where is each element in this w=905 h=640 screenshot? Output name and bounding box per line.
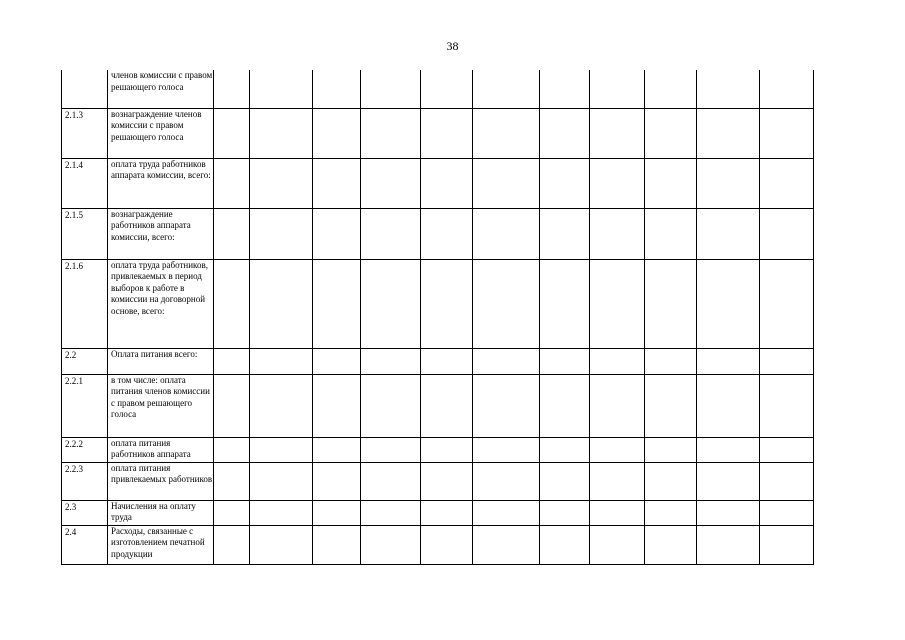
value-cell (473, 500, 540, 525)
row-code: 2.1.4 (62, 158, 108, 208)
value-cell (361, 158, 421, 208)
value-cell (361, 348, 421, 374)
value-cell (361, 108, 421, 158)
table-row (62, 374, 814, 437)
value-cell (645, 348, 697, 374)
value-cell (421, 500, 473, 525)
value-cell (361, 462, 421, 500)
value-cell (473, 108, 540, 158)
value-cell (540, 462, 590, 500)
value-cell (214, 437, 250, 462)
value-cell (540, 208, 590, 259)
value-cell (697, 259, 760, 348)
value-cell (697, 158, 760, 208)
value-cell (540, 70, 590, 108)
value-cell (421, 374, 473, 437)
value-cell (421, 462, 473, 500)
value-cell (421, 70, 473, 108)
value-cell (473, 259, 540, 348)
value-cell (313, 500, 361, 525)
value-cell (214, 259, 250, 348)
page-number: 38 (446, 39, 459, 53)
value-cell (540, 158, 590, 208)
table-row (62, 462, 814, 500)
value-cell (250, 208, 313, 259)
value-cell (760, 348, 814, 374)
value-cell (421, 437, 473, 462)
value-cell (645, 108, 697, 158)
value-cell (313, 348, 361, 374)
value-cell (540, 437, 590, 462)
value-cell (473, 374, 540, 437)
value-cell (250, 525, 313, 564)
value-cell (313, 437, 361, 462)
value-cell (473, 158, 540, 208)
value-cell (540, 374, 590, 437)
value-cell (590, 462, 645, 500)
value-cell (590, 259, 645, 348)
value-cell (313, 525, 361, 564)
row-name: оплата питания привлекаемых работников (108, 462, 214, 500)
value-cell (590, 70, 645, 108)
value-cell (250, 259, 313, 348)
value-cell (473, 437, 540, 462)
value-cell (250, 348, 313, 374)
value-cell (250, 374, 313, 437)
value-cell (697, 108, 760, 158)
value-cell (645, 208, 697, 259)
value-cell (214, 158, 250, 208)
value-cell (214, 374, 250, 437)
value-cell (313, 70, 361, 108)
value-cell (697, 500, 760, 525)
table-row (62, 108, 814, 158)
value-cell (473, 525, 540, 564)
value-cell (421, 348, 473, 374)
row-name: вознаграждение работников аппарата комиссии, всего: (108, 208, 214, 259)
value-cell (313, 374, 361, 437)
table-body (62, 70, 814, 564)
value-cell (760, 462, 814, 500)
value-cell (760, 108, 814, 158)
budget-table (61, 70, 814, 565)
row-code: 2.1.5 (62, 208, 108, 259)
value-cell (313, 259, 361, 348)
value-cell (473, 462, 540, 500)
value-cell (313, 108, 361, 158)
row-code: 2.4 (62, 525, 108, 564)
value-cell (540, 525, 590, 564)
value-cell (250, 437, 313, 462)
row-code (62, 70, 108, 108)
value-cell (361, 500, 421, 525)
value-cell (540, 108, 590, 158)
value-cell (361, 208, 421, 259)
row-name: оплата питания работников аппарата (108, 437, 214, 462)
row-code: 2.2.2 (62, 437, 108, 462)
value-cell (697, 348, 760, 374)
row-name: Оплата питания всего: (108, 348, 214, 374)
value-cell (760, 374, 814, 437)
value-cell (760, 500, 814, 525)
row-name: Начисления на оплату труда (108, 500, 214, 525)
value-cell (760, 158, 814, 208)
value-cell (645, 437, 697, 462)
value-cell (590, 374, 645, 437)
value-cell (250, 108, 313, 158)
value-cell (697, 437, 760, 462)
value-cell (697, 70, 760, 108)
value-cell (250, 500, 313, 525)
row-name: Расходы, связанные с изготовлением печатной продукции (108, 525, 214, 564)
row-code: 2.1.6 (62, 259, 108, 348)
value-cell (361, 259, 421, 348)
value-cell (214, 525, 250, 564)
row-name: оплата труда работников, привлекаемых в период выборов к работе в комиссии на договорной основе, всего: (108, 259, 214, 348)
value-cell (361, 437, 421, 462)
value-cell (214, 462, 250, 500)
value-cell (645, 374, 697, 437)
value-cell (645, 70, 697, 108)
value-cell (540, 259, 590, 348)
value-cell (645, 500, 697, 525)
value-cell (214, 70, 250, 108)
value-cell (590, 108, 645, 158)
value-cell (590, 437, 645, 462)
value-cell (361, 70, 421, 108)
value-cell (473, 348, 540, 374)
row-code: 2.1.3 (62, 108, 108, 158)
value-cell (313, 462, 361, 500)
value-cell (250, 462, 313, 500)
value-cell (697, 462, 760, 500)
table-row (62, 158, 814, 208)
value-cell (473, 70, 540, 108)
row-code: 2.2.3 (62, 462, 108, 500)
value-cell (760, 259, 814, 348)
value-cell (645, 525, 697, 564)
value-cell (421, 208, 473, 259)
value-cell (645, 259, 697, 348)
value-cell (214, 108, 250, 158)
table-row (62, 437, 814, 462)
value-cell (760, 437, 814, 462)
row-name: оплата труда работников аппарата комиссии, всего: (108, 158, 214, 208)
row-name: в том числе: оплата питания членов комиссии с правом решающего голоса (108, 374, 214, 437)
value-cell (473, 208, 540, 259)
row-name: вознаграждение членов комиссии с правом решающего голоса (108, 108, 214, 158)
value-cell (361, 525, 421, 564)
value-cell (361, 374, 421, 437)
value-cell (760, 208, 814, 259)
value-cell (760, 525, 814, 564)
value-cell (540, 500, 590, 525)
value-cell (313, 208, 361, 259)
value-cell (590, 525, 645, 564)
table-row (62, 348, 814, 374)
value-cell (590, 158, 645, 208)
table-row (62, 500, 814, 525)
value-cell (540, 348, 590, 374)
value-cell (421, 259, 473, 348)
value-cell (250, 158, 313, 208)
value-cell (250, 70, 313, 108)
value-cell (421, 525, 473, 564)
value-cell (214, 348, 250, 374)
row-code: 2.2.1 (62, 374, 108, 437)
value-cell (645, 462, 697, 500)
value-cell (760, 70, 814, 108)
value-cell (645, 158, 697, 208)
table-row (62, 259, 814, 348)
value-cell (590, 348, 645, 374)
value-cell (697, 374, 760, 437)
row-name: членов комиссии с правом решающего голоса (108, 70, 214, 108)
value-cell (313, 158, 361, 208)
value-cell (697, 208, 760, 259)
value-cell (421, 108, 473, 158)
value-cell (421, 158, 473, 208)
value-cell (697, 525, 760, 564)
row-code: 2.2 (62, 348, 108, 374)
row-code: 2.3 (62, 500, 108, 525)
value-cell (590, 208, 645, 259)
value-cell (590, 500, 645, 525)
value-cell (214, 208, 250, 259)
value-cell (214, 500, 250, 525)
table-row (62, 70, 814, 108)
table-row (62, 525, 814, 564)
table-row (62, 208, 814, 259)
